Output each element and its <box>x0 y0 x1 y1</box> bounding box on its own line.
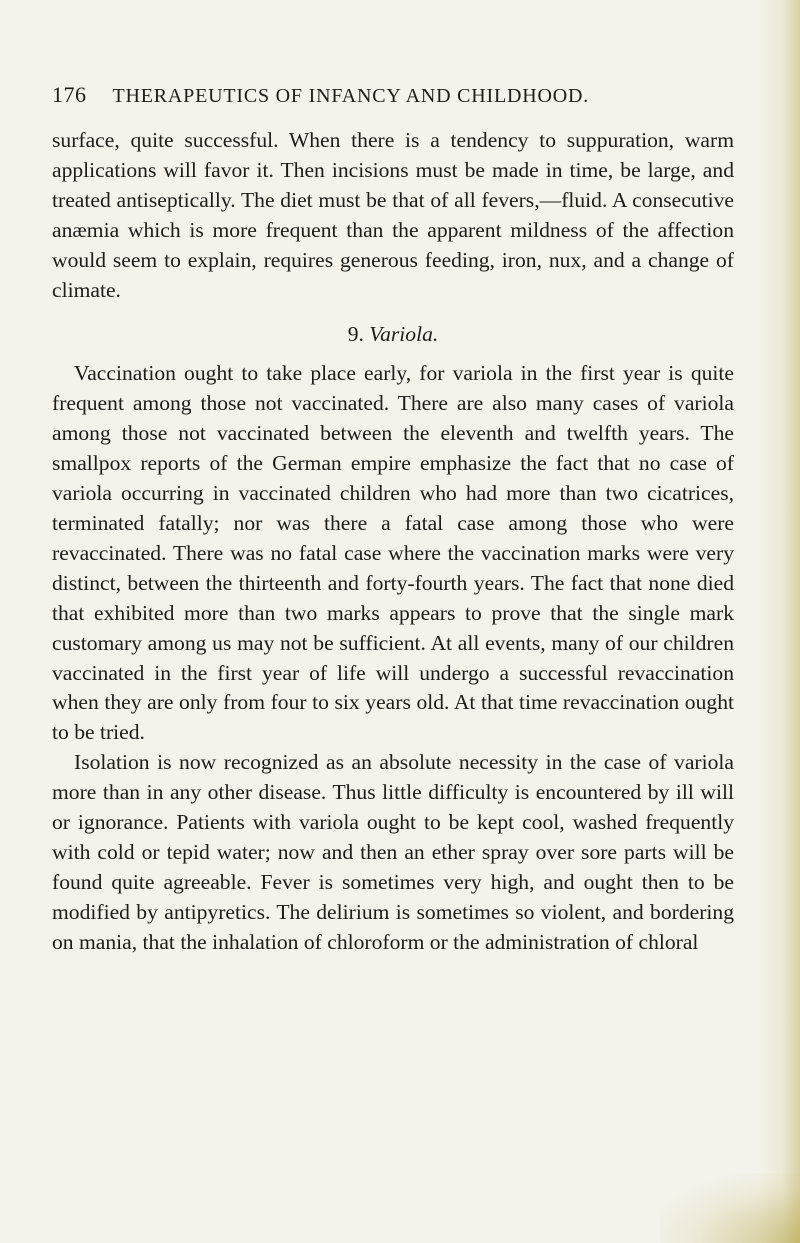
running-head <box>52 82 734 108</box>
body-paragraph-vaccination: Vaccination ought to take place early, for variola in the first year is quite frequent among those not vaccinated. There are also many cases of variola among those not vaccinated between the eleventh and twelfth years. The smallpox reports of the German empire emphasize the fact that no case of variola occurring in vaccinated children who had more than two cicatrices, terminated fatally; nor was there a fatal case among those who were revaccinated. There was no fatal case where the vaccination marks were very distinct, between the thirteenth and forty-fourth years. The fact that none died that exhibited more than two marks appears to prove that the single mark customary among us may not be sufficient. At all events, many of our children vaccinated in the first year of life will undergo a successful revaccination when they are only from four to six years old. At that time revaccination ought to be tried. <box>52 361 734 745</box>
body-paragraph-isolation: Isolation is now recognized as an absolute necessity in the case of variola more than in any other disease. Thus little difficulty is encountered by ill will or ignorance. Patients with variola ought to be kept cool, washed frequently with cold or tepid water; now and then an ether spray over sore parts will be found quite agreeable. Fever is sometimes very high, and ought then to be modified by antipyretics. The delirium is sometimes so violent, and bordering on mania, that the inhalation of chloroform or the administration of chloral <box>52 750 734 954</box>
page-number: 176 <box>52 82 87 107</box>
section-heading <box>52 319 734 349</box>
running-head-title: THERAPEUTICS OF INFANCY AND CHILDHOOD. <box>112 85 590 107</box>
page-edge-shadow <box>760 0 800 1243</box>
page-corner-stain <box>660 1173 800 1243</box>
page-content <box>52 82 734 958</box>
section-title: Variola. <box>369 322 439 347</box>
body-paragraph-continuation: surface, quite successful. When there is a tendency to suppuration, warm applications will favor it. Then incisions must be made in time, be large, and treated antiseptically. The diet must be that of all fevers,—fluid. A consecutive anæmia which is more frequent than the apparent mildness of the affection would seem to explain, requires generous feeding, iron, nux, and a change of climate. <box>52 128 734 302</box>
section-number: 9. <box>347 322 364 347</box>
